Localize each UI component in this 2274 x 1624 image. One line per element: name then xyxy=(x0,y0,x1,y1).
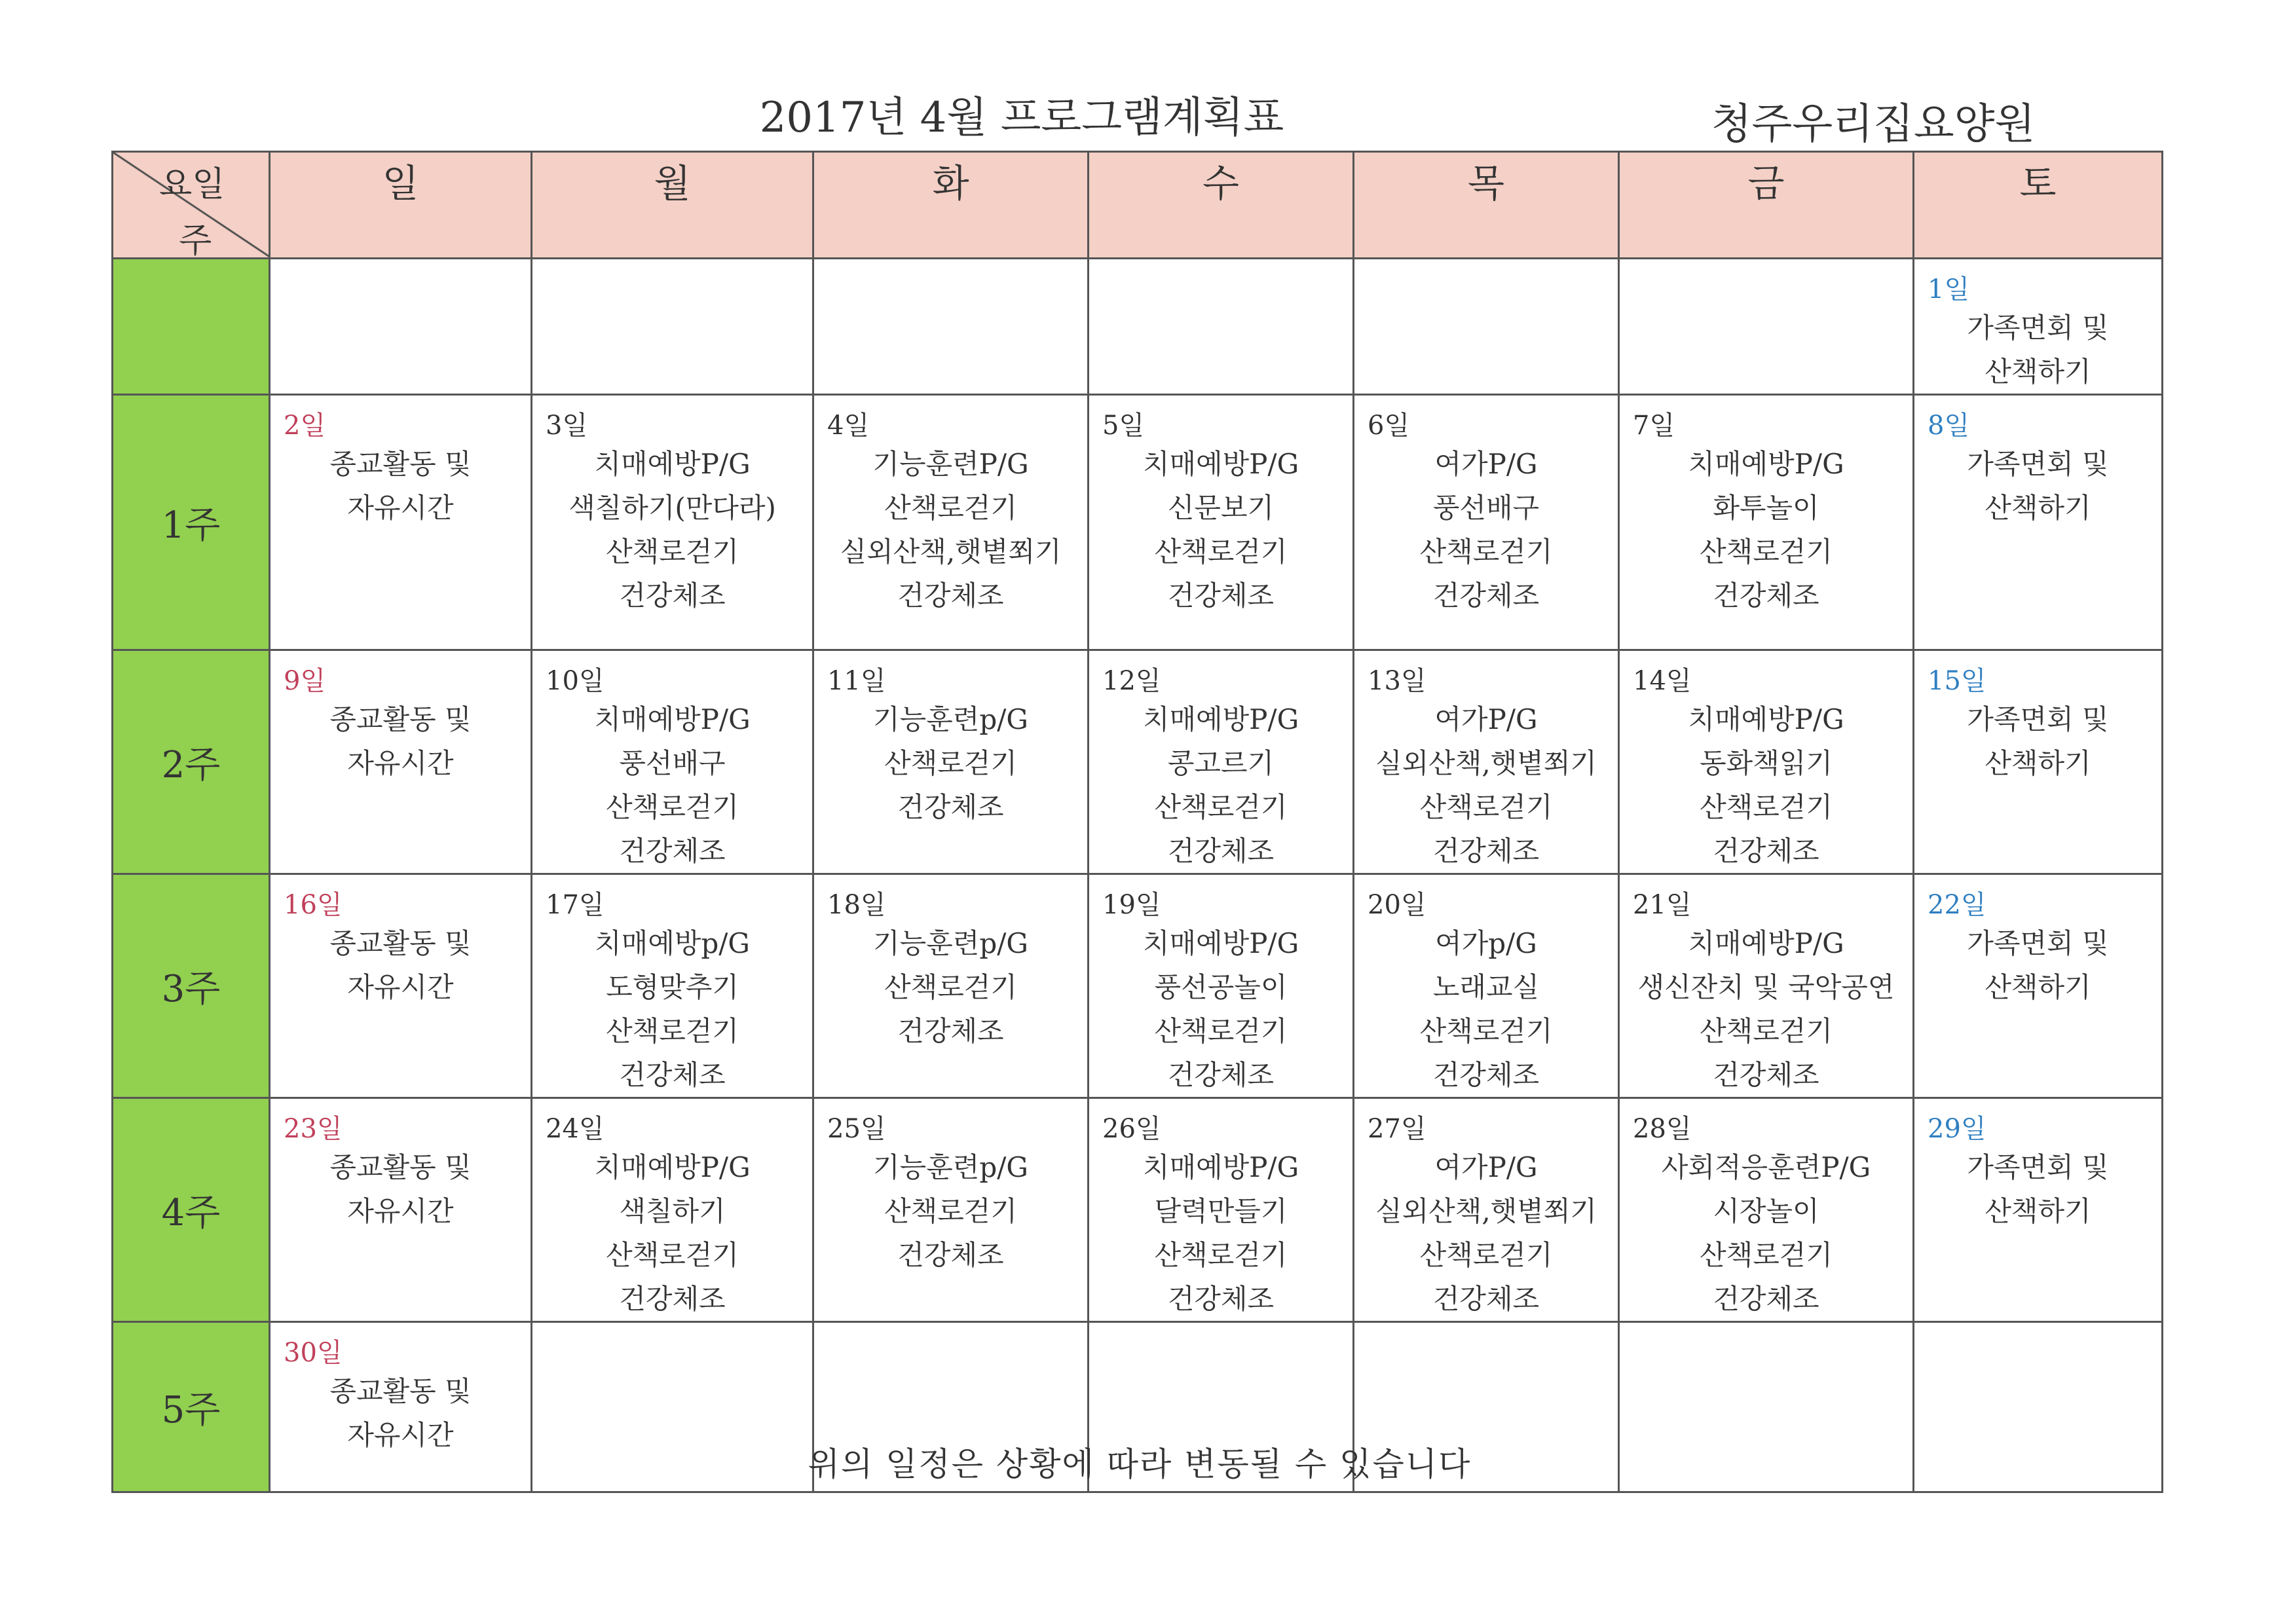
activity-list xyxy=(1914,921,2161,1009)
day-cell xyxy=(1914,874,2163,1098)
activity-item: 치매예방P/G xyxy=(594,1151,751,1183)
activity-item: 산책하기 xyxy=(1985,356,2091,388)
corner-day-label: 요일 xyxy=(159,165,225,204)
day-header-thu: 목 xyxy=(1354,152,1619,259)
activity-item: 치매예방P/G xyxy=(594,448,751,480)
day-cell xyxy=(813,650,1089,874)
activity-item: 산책하기 xyxy=(1985,747,2091,779)
activity-item: 건강체조 xyxy=(897,1015,1004,1047)
activity-item: 치매예방P/G xyxy=(594,703,751,735)
date-label: 13일 xyxy=(1368,666,1426,696)
activity-item: 건강체조 xyxy=(1167,1059,1275,1091)
activity-item: 치매예방P/G xyxy=(1142,448,1299,480)
day-cell xyxy=(270,650,532,874)
day-cell xyxy=(1619,395,1914,650)
activity-item: 신문보기 xyxy=(1167,492,1275,524)
activity-item: 가족면회 및 xyxy=(1967,448,2109,480)
activity-item: 산책로걷기 xyxy=(1700,1015,1833,1047)
week-label: 2주 xyxy=(113,650,270,874)
activity-item: 건강체조 xyxy=(897,580,1004,612)
date-label xyxy=(1354,1323,1618,1332)
activity-list xyxy=(270,921,531,1009)
day-cell xyxy=(813,874,1089,1098)
activity-item: 자유시간 xyxy=(347,1419,454,1451)
activity-item: 동화책읽기 xyxy=(1700,747,1833,779)
date-label: 21일 xyxy=(1633,890,1692,920)
week-row xyxy=(113,650,2163,874)
day-cell xyxy=(1089,650,1354,874)
activity-item: 치매예방P/G xyxy=(1142,1151,1299,1183)
day-header-sat: 토 xyxy=(1914,152,2163,259)
activity-list xyxy=(532,442,812,618)
activity-list xyxy=(1089,442,1352,618)
activity-item: 생신잔치 및 국악공연 xyxy=(1637,971,1895,1003)
activity-item: 산책하기 xyxy=(1985,971,2091,1003)
date-label: 19일 xyxy=(1102,890,1161,920)
date-label: 12일 xyxy=(1102,666,1161,696)
activity-item: 치매예방P/G xyxy=(1688,448,1844,480)
date-label: 29일 xyxy=(1928,1114,1986,1144)
date-label: 23일 xyxy=(284,1114,343,1144)
date-label xyxy=(1620,1323,1912,1332)
date-label: 11일 xyxy=(827,666,886,696)
day-header-wed: 수 xyxy=(1089,152,1354,259)
activity-item: 산책로걷기 xyxy=(606,791,739,823)
activity-item: 기능훈련p/G xyxy=(873,927,1028,959)
day-cell xyxy=(1914,1098,2163,1322)
activity-item: 자유시간 xyxy=(347,1195,454,1227)
activity-item: 노래교실 xyxy=(1432,971,1540,1003)
date-label: 15일 xyxy=(1928,666,1986,696)
date-label: 18일 xyxy=(827,890,886,920)
day-cell xyxy=(270,1322,532,1492)
day-cell xyxy=(813,395,1089,650)
activity-item: 산책로걷기 xyxy=(1700,791,1833,823)
day-header-fri: 금 xyxy=(1619,152,1914,259)
week-row xyxy=(113,1098,2163,1322)
date-label: 26일 xyxy=(1102,1114,1161,1144)
day-cell xyxy=(532,1098,813,1322)
activity-item: 실외산책,햇볕쬐기 xyxy=(840,536,1062,568)
activity-item: 산책로걷기 xyxy=(1419,536,1553,568)
day-cell xyxy=(1619,1098,1914,1322)
activity-item: 여가P/G xyxy=(1434,703,1538,735)
day-cell xyxy=(1089,259,1354,395)
activity-list xyxy=(1914,442,2161,530)
day-cell xyxy=(1089,1098,1354,1322)
activity-item: 산책로걷기 xyxy=(884,747,1017,779)
activity-item: 풍선배구 xyxy=(1432,492,1540,524)
activity-item: 풍선공놀이 xyxy=(1154,971,1288,1003)
activity-list xyxy=(814,697,1087,829)
activity-item: 실외산책,햇볕쬐기 xyxy=(1375,747,1597,779)
day-cell xyxy=(532,395,813,650)
activity-item: 자유시간 xyxy=(347,747,454,779)
date-label xyxy=(532,1323,812,1332)
activity-item: 자유시간 xyxy=(347,971,454,1003)
date-label xyxy=(814,1323,1087,1332)
day-header-mon: 월 xyxy=(532,152,813,259)
activity-item: 콩고르기 xyxy=(1167,747,1275,779)
date-label: 14일 xyxy=(1633,666,1692,696)
day-cell xyxy=(813,259,1089,395)
week-label: 5주 xyxy=(113,1322,270,1492)
activity-item: 산책하기 xyxy=(1985,492,2091,524)
activity-list xyxy=(1620,697,1912,873)
date-label: 16일 xyxy=(284,890,343,920)
activity-item: 건강체조 xyxy=(1432,1059,1540,1091)
activity-item: 산책로걷기 xyxy=(606,1239,739,1271)
day-cell xyxy=(1354,1098,1619,1322)
corner-week-label: 주 xyxy=(179,221,212,261)
activity-item: 건강체조 xyxy=(1167,835,1275,867)
page-title: 2017년 4월 프로그램계획표 xyxy=(759,94,1284,142)
activity-item: 자유시간 xyxy=(347,492,454,524)
activity-item: 가족면회 및 xyxy=(1967,927,2109,959)
day-cell xyxy=(270,259,532,395)
activity-list xyxy=(270,1145,531,1233)
activity-item: 건강체조 xyxy=(1713,835,1819,867)
date-label: 25일 xyxy=(827,1114,886,1144)
activity-item: 달력만들기 xyxy=(1154,1195,1288,1227)
activity-item: 여가P/G xyxy=(1434,448,1538,480)
day-cell xyxy=(1089,395,1354,650)
activity-item: 산책로걷기 xyxy=(884,1195,1017,1227)
activity-item: 산책로걷기 xyxy=(884,971,1017,1003)
date-label: 9일 xyxy=(284,666,326,696)
activity-list xyxy=(532,921,812,1097)
activity-item: 건강체조 xyxy=(1713,1283,1819,1315)
day-cell xyxy=(270,1098,532,1322)
week-row xyxy=(113,395,2163,650)
activity-item: 건강체조 xyxy=(1713,580,1819,612)
activity-list xyxy=(814,1145,1087,1277)
activity-item: 산책로걷기 xyxy=(1154,1239,1288,1271)
day-cell xyxy=(1354,874,1619,1098)
day-cell xyxy=(532,650,813,874)
activity-item: 산책하기 xyxy=(1985,1195,2091,1227)
activity-list xyxy=(814,921,1087,1053)
date-label: 27일 xyxy=(1368,1114,1426,1144)
week-label xyxy=(113,259,270,395)
activity-item: 색칠하기(만다라) xyxy=(568,492,776,524)
activity-list xyxy=(1089,697,1352,873)
day-cell xyxy=(532,874,813,1098)
week-label: 4주 xyxy=(113,1098,270,1322)
date-label: 22일 xyxy=(1928,890,1986,920)
day-cell xyxy=(1619,650,1914,874)
activity-item: 건강체조 xyxy=(897,791,1004,823)
activity-item: 건강체조 xyxy=(1713,1059,1819,1091)
corner-header xyxy=(113,152,270,259)
date-label xyxy=(1620,259,1912,268)
day-cell xyxy=(270,395,532,650)
date-label xyxy=(1914,1323,2161,1332)
activity-item: 치매예방P/G xyxy=(1688,927,1844,959)
day-cell xyxy=(1914,259,2163,395)
activity-item: 산책로걷기 xyxy=(1419,1015,1553,1047)
activity-item: 종교활동 및 xyxy=(329,703,472,735)
activity-item: 산책로걷기 xyxy=(1419,791,1553,823)
activity-item: 풍선배구 xyxy=(619,747,726,779)
activity-list xyxy=(1354,921,1618,1097)
day-cell xyxy=(1354,395,1619,650)
activity-item: 종교활동 및 xyxy=(329,448,472,480)
activity-item: 건강체조 xyxy=(619,835,726,867)
day-header-sun: 일 xyxy=(270,152,532,259)
organization-name: 청주우리집요양원 xyxy=(1711,100,2036,149)
activity-list xyxy=(1354,697,1618,873)
date-label xyxy=(814,259,1087,268)
activity-item: 가족면회 및 xyxy=(1967,1151,2109,1183)
day-cell xyxy=(270,874,532,1098)
activity-item: 산책로걷기 xyxy=(1154,791,1288,823)
activity-item: 기능훈련p/G xyxy=(873,1151,1028,1183)
activity-item: 여가p/G xyxy=(1435,927,1537,959)
week-label: 3주 xyxy=(113,874,270,1098)
activity-item: 기능훈련p/G xyxy=(873,703,1028,735)
date-label: 4일 xyxy=(827,411,870,441)
day-cell xyxy=(813,1098,1089,1322)
activity-list xyxy=(1914,306,2161,394)
activity-list xyxy=(270,1369,531,1457)
activity-item: 사회적응훈련P/G xyxy=(1661,1151,1871,1183)
activity-item: 건강체조 xyxy=(1432,835,1540,867)
date-label: 5일 xyxy=(1102,411,1145,441)
week-row xyxy=(113,874,2163,1098)
week-label: 1주 xyxy=(113,395,270,650)
activity-list xyxy=(1620,921,1912,1097)
activity-item: 산책로걷기 xyxy=(1154,1015,1288,1047)
activity-list xyxy=(532,1145,812,1321)
activity-item: 건강체조 xyxy=(897,1239,1004,1271)
date-label: 20일 xyxy=(1368,890,1426,920)
date-label: 28일 xyxy=(1633,1114,1692,1144)
activity-item: 건강체조 xyxy=(1167,580,1275,612)
date-label: 30일 xyxy=(284,1338,343,1368)
activity-item: 여가P/G xyxy=(1434,1151,1538,1183)
activity-list xyxy=(270,442,531,530)
activity-list xyxy=(1354,442,1618,618)
activity-item: 종교활동 및 xyxy=(329,1375,472,1407)
day-cell xyxy=(1619,874,1914,1098)
program-calendar xyxy=(111,151,2163,1493)
activity-item: 산책로걷기 xyxy=(606,1015,739,1047)
activity-item: 치매예방P/G xyxy=(1142,703,1299,735)
schedule-change-note: 위의 일정은 상황에 따라 변동될 수 있습니다 xyxy=(808,1445,1472,1483)
activity-item: 건강체조 xyxy=(619,1283,726,1315)
activity-item: 건강체조 xyxy=(619,1059,726,1091)
activity-item: 산책로걷기 xyxy=(1154,536,1288,568)
date-label xyxy=(1089,1323,1352,1332)
activity-item: 시장놀이 xyxy=(1713,1195,1819,1227)
day-cell xyxy=(1354,259,1619,395)
activity-item: 실외산책,햇볕쬐기 xyxy=(1375,1195,1597,1227)
activity-item: 산책로걷기 xyxy=(1700,536,1833,568)
activity-item: 치매예방P/G xyxy=(1688,703,1844,735)
activity-item: 기능훈련P/G xyxy=(872,448,1029,480)
date-label xyxy=(532,259,812,268)
day-cell xyxy=(1914,1322,2163,1492)
activity-item: 산책로걷기 xyxy=(884,492,1017,524)
date-label: 6일 xyxy=(1368,411,1410,441)
activity-item: 산책로걷기 xyxy=(1419,1239,1553,1271)
activity-item: 치매예방p/G xyxy=(595,927,750,959)
date-label xyxy=(270,259,531,268)
activity-list xyxy=(1089,921,1352,1097)
activity-item: 색칠하기 xyxy=(619,1195,726,1227)
activity-item: 가족면회 및 xyxy=(1967,703,2109,735)
day-cell xyxy=(1914,395,2163,650)
activity-item: 종교활동 및 xyxy=(329,1151,472,1183)
activity-item: 건강체조 xyxy=(1432,580,1540,612)
date-label xyxy=(1089,259,1352,268)
activity-list xyxy=(1914,1145,2161,1233)
date-label: 1일 xyxy=(1928,274,1970,304)
activity-list xyxy=(814,442,1087,618)
activity-item: 종교활동 및 xyxy=(329,927,472,959)
day-cell xyxy=(1914,650,2163,874)
activity-list xyxy=(1620,442,1912,618)
activity-list xyxy=(1089,1145,1352,1321)
activity-item: 건강체조 xyxy=(1432,1283,1540,1315)
activity-item: 도형맞추기 xyxy=(606,971,739,1003)
day-cell xyxy=(1089,874,1354,1098)
day-cell xyxy=(532,259,813,395)
date-label: 8일 xyxy=(1928,411,1970,441)
activity-item: 치매예방P/G xyxy=(1142,927,1299,959)
activity-list xyxy=(1354,1145,1618,1321)
day-cell xyxy=(1619,259,1914,395)
day-cell xyxy=(1354,650,1619,874)
activity-list xyxy=(270,697,531,785)
day-header-tue: 화 xyxy=(813,152,1089,259)
date-label: 24일 xyxy=(546,1114,605,1144)
activity-item: 가족면회 및 xyxy=(1967,312,2109,344)
activity-list xyxy=(532,697,812,873)
date-label: 3일 xyxy=(546,411,588,441)
activity-item: 건강체조 xyxy=(619,580,726,612)
date-label: 7일 xyxy=(1633,411,1675,441)
activity-list xyxy=(1620,1145,1912,1321)
date-label: 10일 xyxy=(546,666,605,696)
activity-item: 화투놀이 xyxy=(1713,492,1819,524)
activity-item: 건강체조 xyxy=(1167,1283,1275,1315)
date-label: 17일 xyxy=(546,890,605,920)
date-label xyxy=(1354,259,1618,268)
date-label: 2일 xyxy=(284,411,326,441)
week-row xyxy=(113,259,2163,395)
activity-item: 산책로걷기 xyxy=(1700,1239,1833,1271)
activity-item: 산책로걷기 xyxy=(606,536,739,568)
activity-list xyxy=(1914,697,2161,785)
